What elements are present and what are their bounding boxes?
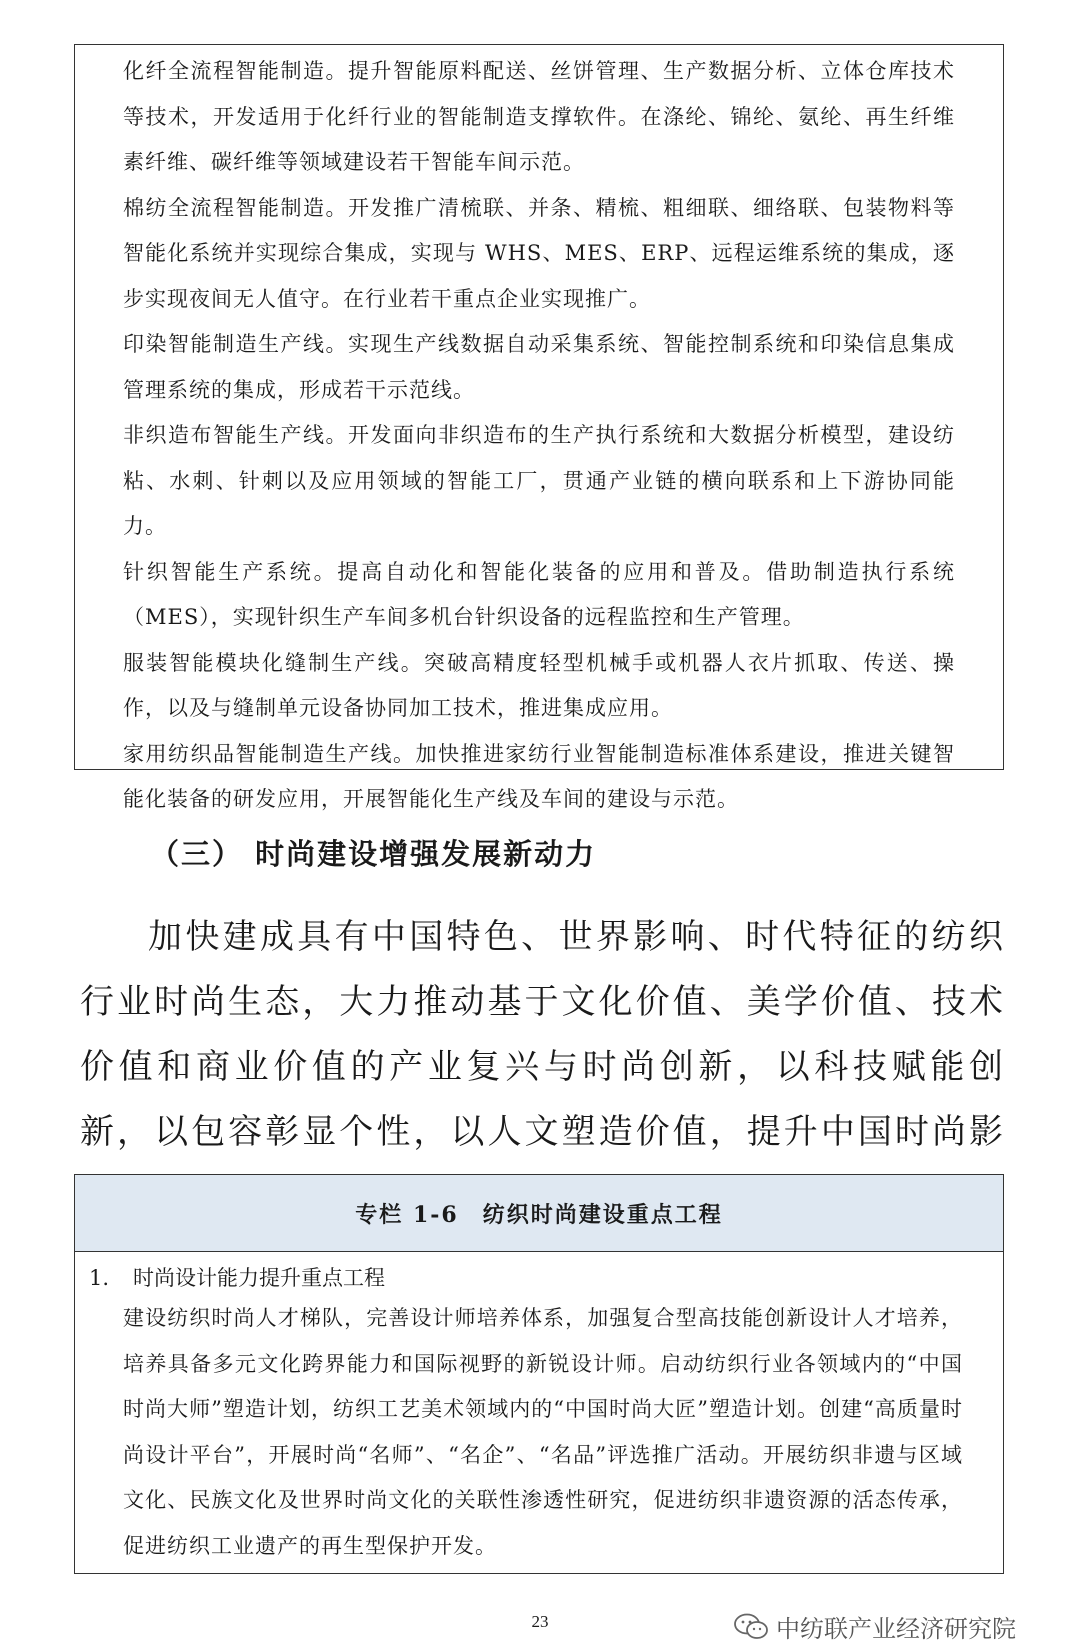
box-paragraph-dyeing: 印染智能制造生产线。实现生产线数据自动采集系统、智能控制系统和印染信息集成管理系统的集成，形成若干示范线。 — [123, 332, 955, 402]
section-heading: （三） 时尚建设增强发展新动力 — [150, 837, 597, 871]
box-paragraph-home-textile: 家用纺织品智能制造生产线。加快推进家纺行业智能制造标准体系建设，推进关键智能化装备的研发应用，开展智能化生产线及车间的建设与示范。 — [123, 741, 955, 811]
page-number: 23 — [531, 1612, 549, 1631]
box-paragraph-chemical-fiber: 化纤全流程智能制造。提升智能原料配送、丝饼管理、生产数据分析、立体仓库技术等技术，开发适用于化纤行业的智能制造支撑软件。在涤纶、锦纶、氨纶、再生纤维素纤维、碳纤维等领域建设若干智能车间示范。 — [123, 59, 955, 174]
box-paragraph-garment: 服装智能模块化缝制生产线。突破高精度轻型机械手或机器人衣片抓取、传送、操作，以及与缝制单元设备协同加工技术，推进集成应用。 — [123, 650, 955, 720]
focus-box-intelligent-manufacturing — [74, 44, 1004, 811]
item-number: 1. — [89, 1266, 110, 1290]
watermark-text: 中纺联产业经济研究院 — [776, 1615, 1016, 1643]
wechat-icon — [734, 1613, 768, 1641]
focus-box-fashion — [74, 1174, 1004, 1574]
item-title — [75, 1252, 1003, 1296]
item-text: 建设纺织时尚人才梯队，完善设计师培养体系，加强复合型高技能创新设计人才培养，培养具备多元文化跨界能力和国际视野的新锐设计师。启动纺织行业各领域内的“中国时尚大师”塑造计划，纺织工艺美术领域内的“中国时尚大匠”塑造计划。创建“高质量时尚设计平台”，开展时尚“名师”、“名企”、“名品”评选推广活动。开展纺织非遗与区域文化、民族文化及世界时尚文化的关联性渗透性研究，促进纺织非遗资源的活态传承，促进纺织工业遗产的再生型保护开发。 — [123, 1306, 963, 1558]
watermark — [734, 1609, 1016, 1644]
section-body-text: 加快建成具有中国特色、世界影响、时代特征的纺织行业时尚生态，大力推动基于文化价值、美学价值、技术价值和商业价值的产业复兴与时尚创新，以科技赋能创新，以包容彰显个性，以人文塑造价值，提升中国时尚影 — [80, 917, 1005, 1152]
focus-box-title: 专栏 1-6 纺织时尚建设重点工程 — [75, 1175, 1003, 1252]
box-paragraph-knitting: 针织智能生产系统。提高自动化和智能化装备的应用和普及。借助制造执行系统（MES），实现针织生产车间多机台针织设备的远程监控和生产管理。 — [123, 559, 955, 629]
box-paragraph-cotton-spinning: 棉纺全流程智能制造。开发推广清梳联、并条、精梳、粗细联、细络联、包装物料等智能化系统并实现综合集成，实现与 WHS、MES、ERP、远程运维系统的集成，逐步实现夜间无人值守。在行业若干重点企业实现推广。 — [123, 195, 955, 311]
box-paragraph-nonwoven: 非织造布智能生产线。开发面向非织造布的生产执行系统和大数据分析模型，建设纺粘、水刺、针刺以及应用领域的智能工厂，贯通产业链的横向联系和上下游协同能力。 — [123, 423, 955, 538]
item-title-text: 时尚设计能力提升重点工程 — [133, 1266, 385, 1290]
